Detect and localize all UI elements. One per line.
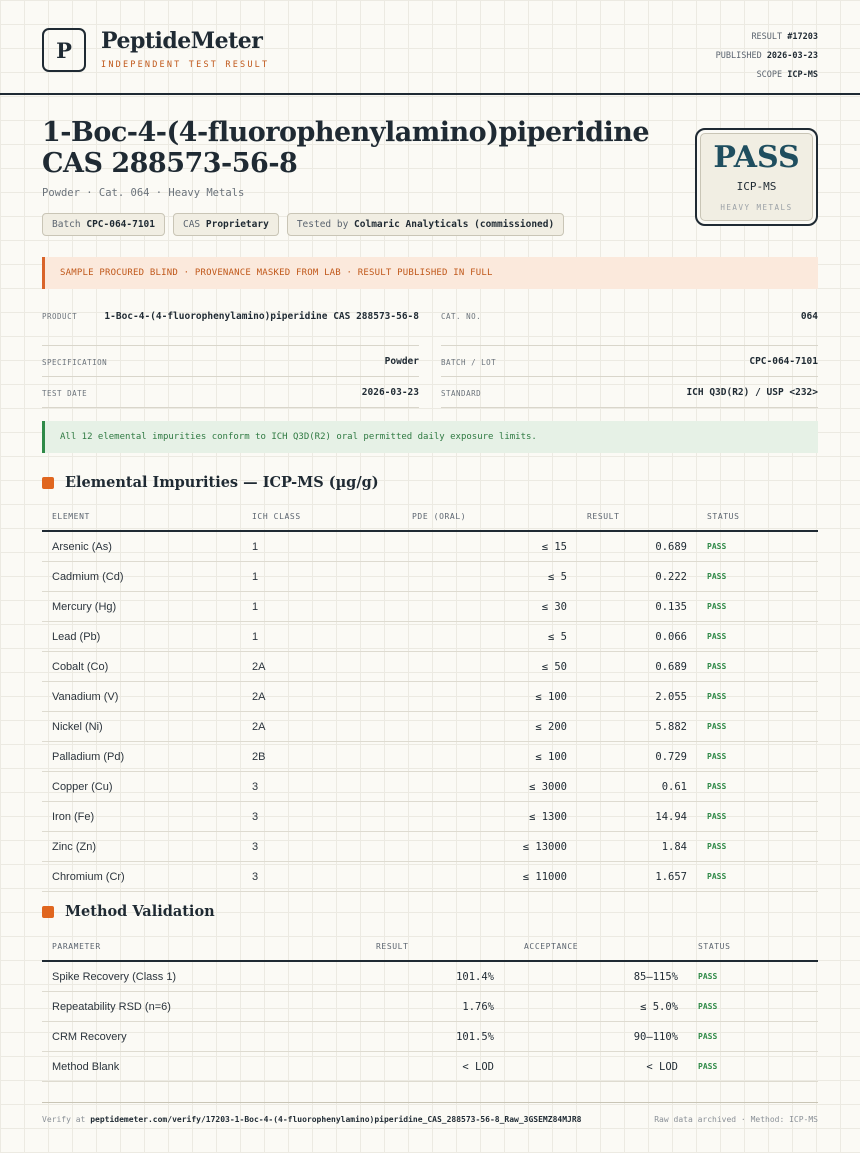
result-value: 101.5%	[292, 1022, 504, 1052]
verdict-word: PASS	[713, 140, 800, 175]
pde-limit: ≤ 5	[402, 622, 577, 652]
table-row	[42, 652, 818, 682]
acceptance-range: 85–115%	[504, 961, 688, 992]
element-name: Iron (Fe)	[42, 802, 242, 832]
status-badge: PASS	[688, 1052, 818, 1082]
status-badge: PASS	[697, 531, 818, 562]
table-row	[42, 1052, 818, 1082]
result-label: RESULT	[751, 32, 783, 42]
element-name: Arsenic (As)	[42, 531, 242, 562]
result-value: 0.222	[577, 562, 697, 592]
col-pde: PDE (ORAL)	[402, 503, 577, 531]
element-name: Chromium (Cr)	[42, 862, 242, 892]
table-row	[42, 862, 818, 892]
ich-class: 3	[242, 832, 402, 862]
verdict-category: HEAVY METALS	[720, 203, 793, 212]
status-badge: PASS	[697, 652, 818, 682]
parameter-name: Repeatability RSD (n=6)	[42, 992, 292, 1022]
status-badge: PASS	[688, 961, 818, 992]
info-value: Powder	[384, 356, 419, 367]
element-name: Cadmium (Cd)	[42, 562, 242, 592]
chip-label: CAS	[182, 219, 201, 230]
section-marker	[42, 477, 54, 489]
result-value: 0.066	[577, 622, 697, 652]
result-value: 0.135	[577, 592, 697, 622]
info-label: TEST DATE	[42, 389, 88, 398]
provenance-banner: SAMPLE PROCURED BLIND · PROVENANCE MASKED FROM LAB · RESULT PUBLISHED IN FULL	[42, 257, 818, 289]
ich-class: 1	[242, 622, 402, 652]
info-cat-no	[441, 304, 818, 346]
validation-table	[42, 933, 818, 1082]
pde-limit: ≤ 3000	[402, 772, 577, 802]
result-value: 0.689	[577, 652, 697, 682]
result-value: 2.055	[577, 682, 697, 712]
archive-note: Raw data archived · Method: ICP-MS	[654, 1115, 818, 1124]
pde-limit: ≤ 100	[402, 742, 577, 772]
pde-limit: ≤ 15	[402, 531, 577, 562]
info-specification	[42, 346, 419, 377]
col-element: ELEMENT	[42, 503, 242, 531]
info-product	[42, 304, 419, 346]
table-row	[42, 622, 818, 652]
element-name: Copper (Cu)	[42, 772, 242, 802]
result-value: 0.689	[577, 531, 697, 562]
col-status: STATUS	[697, 503, 818, 531]
chip-label: Tested by	[296, 219, 349, 230]
info-test-date	[42, 377, 419, 408]
col-acceptance: ACCEPTANCE	[504, 933, 688, 961]
result-value: 1.657	[577, 862, 697, 892]
status-badge: PASS	[697, 862, 818, 892]
table-row	[42, 992, 818, 1022]
table-row	[42, 772, 818, 802]
result-value: 0.61	[577, 772, 697, 802]
tested-by-chip	[287, 213, 564, 236]
report-meta	[716, 28, 818, 85]
table-row	[42, 832, 818, 862]
element-name: Nickel (Ni)	[42, 712, 242, 742]
status-badge: PASS	[697, 802, 818, 832]
pde-limit: ≤ 200	[402, 712, 577, 742]
chip-label: Batch	[52, 219, 81, 230]
table-row	[42, 1022, 818, 1052]
pde-limit: ≤ 5	[402, 562, 577, 592]
ich-class: 3	[242, 862, 402, 892]
verdict-method: ICP-MS	[736, 180, 777, 193]
section-marker	[42, 906, 54, 918]
info-batch	[441, 346, 818, 377]
table-row	[42, 682, 818, 712]
validation-heading: Method Validation	[65, 903, 215, 920]
result-value: 1.84	[577, 832, 697, 862]
pde-limit: ≤ 100	[402, 682, 577, 712]
status-badge: PASS	[697, 682, 818, 712]
cas-chip	[173, 213, 279, 236]
table-row	[42, 742, 818, 772]
element-name: Palladium (Pd)	[42, 742, 242, 772]
impurities-rows	[42, 531, 818, 892]
ich-class: 2A	[242, 712, 402, 742]
batch-chip	[42, 213, 165, 236]
element-name: Mercury (Hg)	[42, 592, 242, 622]
result-value: 101.4%	[292, 961, 504, 992]
status-badge: PASS	[688, 992, 818, 1022]
impurities-heading: Elemental Impurities — ICP-MS (µg/g)	[65, 474, 379, 491]
scope-value: ICP-MS	[787, 70, 818, 80]
col-status: STATUS	[688, 933, 818, 961]
col-result: RESULT	[577, 503, 697, 531]
chip-row	[42, 213, 564, 236]
chip-value: Proprietary	[205, 219, 269, 230]
element-name: Zinc (Zn)	[42, 832, 242, 862]
parameter-name: Method Blank	[42, 1052, 292, 1082]
status-badge: PASS	[697, 742, 818, 772]
pde-limit: ≤ 11000	[402, 862, 577, 892]
ich-class: 2A	[242, 652, 402, 682]
acceptance-range: 90–110%	[504, 1022, 688, 1052]
status-badge: PASS	[697, 592, 818, 622]
table-row	[42, 562, 818, 592]
ich-class: 3	[242, 772, 402, 802]
table-row	[42, 961, 818, 992]
page-title: 1-Boc-4-(4-fluorophenylamino)piperidine CAS 288573-56-8	[42, 117, 650, 179]
pde-limit: ≤ 1300	[402, 802, 577, 832]
element-name: Lead (Pb)	[42, 622, 242, 652]
info-label: CAT. NO.	[441, 312, 482, 321]
info-label: STANDARD	[441, 389, 482, 398]
info-standard	[441, 377, 818, 408]
brand-tagline: INDEPENDENT TEST RESULT	[101, 60, 270, 70]
footer-divider	[42, 1102, 818, 1103]
info-value: 064	[800, 311, 818, 322]
status-badge: PASS	[697, 772, 818, 802]
info-label: PRODUCT	[42, 312, 78, 321]
verify-line	[42, 1115, 581, 1124]
result-value: < LOD	[292, 1052, 504, 1082]
ich-class: 1	[242, 531, 402, 562]
verdict-stamp	[695, 128, 818, 226]
status-badge: PASS	[697, 562, 818, 592]
ich-class: 3	[242, 802, 402, 832]
header-divider	[0, 93, 860, 95]
brand-name: PeptideMeter	[101, 28, 263, 54]
conformance-banner: All 12 elemental impurities conform to ICH Q3D(R2) oral permitted daily exposure limits.	[42, 421, 818, 453]
col-parameter: PARAMETER	[42, 933, 292, 961]
info-label: BATCH / LOT	[441, 358, 497, 367]
scope-label: SCOPE	[756, 70, 783, 80]
ich-class: 1	[242, 592, 402, 622]
result-value: 0.729	[577, 742, 697, 772]
ich-class: 2A	[242, 682, 402, 712]
chip-value: Colmaric Analyticals (commissioned)	[354, 219, 555, 230]
result-value: 14.94	[577, 802, 697, 832]
verify-prefix: Verify at	[42, 1115, 86, 1124]
info-label: SPECIFICATION	[42, 358, 108, 367]
result-value: 5.882	[577, 712, 697, 742]
table-row	[42, 592, 818, 622]
brand-logo: P	[42, 28, 86, 72]
info-value: CPC-064-7101	[749, 356, 818, 367]
ich-class: 1	[242, 562, 402, 592]
chip-value: CPC-064-7101	[86, 219, 155, 230]
published-date: 2026-03-23	[766, 51, 818, 61]
pde-limit: ≤ 50	[402, 652, 577, 682]
divider	[42, 407, 419, 408]
parameter-name: Spike Recovery (Class 1)	[42, 961, 292, 992]
acceptance-range: < LOD	[504, 1052, 688, 1082]
info-value: 1-Boc-4-(4-fluorophenylamino)piperidine CAS 288573-56-8	[104, 311, 419, 322]
divider	[441, 407, 818, 408]
table-header-row	[42, 933, 818, 961]
table-row	[42, 802, 818, 832]
pde-limit: ≤ 30	[402, 592, 577, 622]
status-badge: PASS	[688, 1022, 818, 1052]
parameter-name: CRM Recovery	[42, 1022, 292, 1052]
published-label: PUBLISHED	[715, 51, 762, 61]
validation-rows	[42, 961, 818, 1082]
table-row	[42, 712, 818, 742]
info-value: ICH Q3D(R2) / USP <232>	[686, 387, 818, 398]
table-header-row	[42, 503, 818, 531]
element-name: Vanadium (V)	[42, 682, 242, 712]
result-value: 1.76%	[292, 992, 504, 1022]
table-row	[42, 531, 818, 562]
col-result: RESULT	[292, 933, 504, 961]
pde-limit: ≤ 13000	[402, 832, 577, 862]
page-subtitle: Powder · Cat. 064 · Heavy Metals	[42, 187, 245, 199]
verify-link[interactable]: peptidemeter.com/verify/17203-1-Boc-4-(4-fluorophenylamino)piperidine_CAS_288573-56-8_Raw_3GSEMZ84MJR8	[90, 1115, 582, 1124]
status-badge: PASS	[697, 712, 818, 742]
col-ich-class: ICH CLASS	[242, 503, 402, 531]
element-name: Cobalt (Co)	[42, 652, 242, 682]
ich-class: 2B	[242, 742, 402, 772]
result-number: #17203	[787, 32, 818, 42]
status-badge: PASS	[697, 622, 818, 652]
acceptance-range: ≤ 5.0%	[504, 992, 688, 1022]
impurities-table	[42, 503, 818, 892]
info-value: 2026-03-23	[361, 387, 419, 398]
status-badge: PASS	[697, 832, 818, 862]
